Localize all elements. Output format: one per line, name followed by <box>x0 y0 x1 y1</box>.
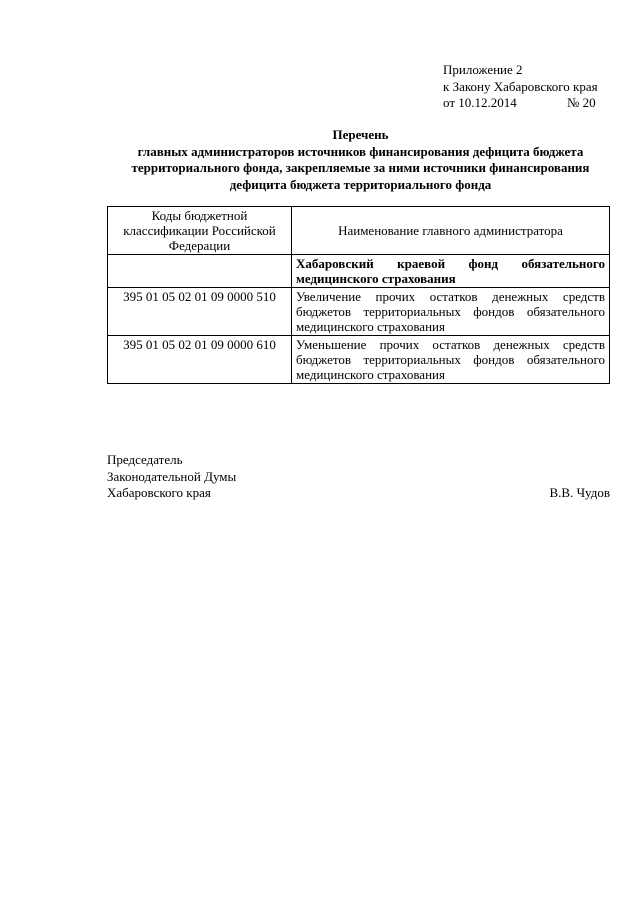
table-cell-name: Увеличение прочих остатков денежных средств бюджетов территориальных фондов обязательного медицинского страхования <box>292 288 610 336</box>
table-row <box>108 288 610 336</box>
column-header-code: Коды бюджетной классификации Российской Федерации <box>108 207 292 255</box>
table-header-row <box>108 207 610 255</box>
signature-block <box>107 452 610 502</box>
table-cell-name: Уменьшение прочих остатков денежных средств бюджетов территориальных фондов обязательного медицинского страхования <box>292 336 610 384</box>
administrators-table <box>107 206 610 384</box>
signatory-row <box>107 485 610 502</box>
column-header-name: Наименование главного администратора <box>292 207 610 255</box>
table-cell-name: Хабаровский краевой фонд обязательного медицинского страхования <box>292 255 610 288</box>
appendix-date-row <box>443 95 618 112</box>
table-cell-code: 395 01 05 02 01 09 0000 610 <box>108 336 292 384</box>
table-cell-code: 395 01 05 02 01 09 0000 510 <box>108 288 292 336</box>
appendix-law-reference: к Закону Хабаровского края <box>443 78 598 94</box>
appendix-label: Приложение 2 <box>443 62 523 77</box>
title-line-2: главных администраторов источников финансирования дефицита бюджета <box>137 143 584 159</box>
title-line-1: Перечень <box>332 127 389 142</box>
signatory-title-2: Законодательной Думы <box>107 468 237 484</box>
appendix-date: от 10.12.2014 <box>443 95 517 110</box>
table-row <box>108 255 610 288</box>
appendix-header <box>443 62 618 112</box>
title-line-3: территориального фонда, закрепляемые за ними источники финансирования <box>131 160 590 175</box>
document-title <box>108 127 613 193</box>
table-row <box>108 336 610 384</box>
signatory-name: В.В. Чудов <box>549 485 610 500</box>
appendix-number: № 20 <box>567 95 596 110</box>
signatory-title-3: Хабаровского края <box>107 485 211 500</box>
title-line-4: дефицита бюджета территориального фонда <box>229 176 492 192</box>
signatory-title-1: Председатель <box>107 452 183 467</box>
table-cell-code <box>108 255 292 288</box>
